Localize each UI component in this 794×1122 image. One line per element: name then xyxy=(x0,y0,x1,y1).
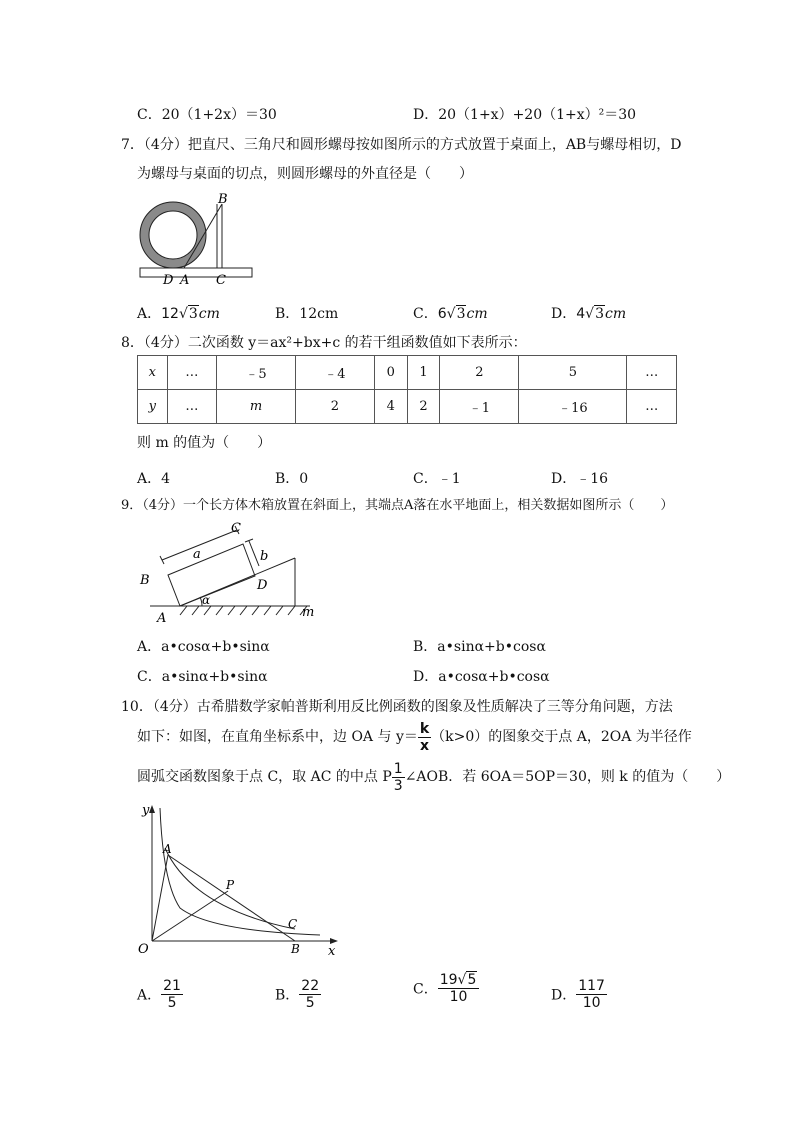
q9-figure xyxy=(135,518,335,628)
q9-label-alpha: α xyxy=(202,593,211,607)
q10-option-b: B． $\frac{22}{5}$ xyxy=(275,978,320,1011)
q8-option-c: C．﹣1 xyxy=(413,471,461,487)
q10-label-b: B xyxy=(291,942,300,956)
q9-stem: 9．（4分）一个长方体木箱放置在斜面上，其端点A落在水平地面上，相关数据如图所示（ ） xyxy=(121,498,674,513)
q7-option-d: D．4√3cm xyxy=(551,306,627,322)
q7-figure xyxy=(130,190,260,290)
q9-label-b: B xyxy=(140,573,150,588)
q10-figure xyxy=(130,803,350,958)
q10-stem-line2: 如下：如图，在直角坐标系中，边 OA 与 y＝ $\frac{k}{x}$ （k>0）的图象交于点 A，2OA 为半径作 xyxy=(137,720,692,754)
q10-label-x: x xyxy=(328,944,336,958)
q9-option-d: D．a•cosα+b•cosα xyxy=(413,669,550,685)
q6-option-c: C．20（1+2x）＝30 xyxy=(137,107,277,123)
q10-fraction-one-third: $\frac{1}{3}$ xyxy=(393,760,403,794)
q7-label-a: A xyxy=(180,273,190,288)
q9-label-b-length: b xyxy=(260,549,269,564)
q10-label-y: y xyxy=(142,803,150,818)
q9-label-a: A xyxy=(157,611,167,626)
q10-stem-line1: 10．（4分）古希腊数学家帕普斯利用反比例函数的图象及性质解决了三等分角问题，方法 xyxy=(121,699,673,715)
q8-option-a: A．4 xyxy=(137,471,171,487)
q10-option-d: D． $\frac{117}{10}$ xyxy=(551,978,605,1011)
q8-option-b: B．0 xyxy=(275,471,309,487)
q10-label-a: A xyxy=(163,842,172,856)
q10-option-a: A． $\frac{21}{5}$ xyxy=(137,978,181,1011)
q9-option-c: C．a•sinα+b•sinα xyxy=(137,669,268,685)
q7-option-c: C．6√3cm xyxy=(413,306,488,322)
q10-label-p: P xyxy=(226,878,235,892)
q8-value-table xyxy=(137,355,677,424)
q7-label-b: B xyxy=(218,192,228,207)
q8-stem: 8．（4分）二次函数 y＝ax²+bx+c 的若干组函数值如下表所示： xyxy=(121,335,527,351)
q7-stem-line1: 7．（4分）把直尺、三角尺和圆形螺母按如图所示的方式放置于桌面上，AB与螺母相切，D xyxy=(121,137,682,153)
q9-option-b: B．a•sinα+b•cosα xyxy=(413,639,546,655)
table-row: x … ﹣5 ﹣4 0 1 2 5 … xyxy=(138,356,677,390)
q9-label-a-length: a xyxy=(193,547,201,562)
q6-option-d: D．20（1+x）+20（1+x）²＝30 xyxy=(413,107,637,123)
table-row: y … m 2 4 2 ﹣1 ﹣16 … xyxy=(138,390,677,424)
q10-option-c: C． $\frac{19√5}{10}$ xyxy=(413,972,479,1005)
q10-label-o: O xyxy=(138,942,149,957)
q7-label-c: C xyxy=(216,273,226,288)
q9-label-d: D xyxy=(257,578,268,593)
q7-stem-line2: 为螺母与桌面的切点，则圆形螺母的外直径是（ ） xyxy=(137,166,473,182)
q9-label-m: m xyxy=(302,605,315,620)
q9-label-c: C xyxy=(231,521,241,536)
q7-option-a: A．12√3cm xyxy=(137,306,220,322)
q8-question: 则 m 的值为（ ） xyxy=(137,435,272,451)
q10-stem-line3: 圆弧交函数图象于点 C，取 AC 的中点 P $\frac{1}{3}$ ∠AOB．若 6OA＝5OP＝30，则 k 的值为（ ） xyxy=(137,760,731,794)
q7-option-b: B．12cm xyxy=(275,306,339,322)
q10-label-c: C xyxy=(288,917,298,931)
q10-fraction-k-over-x: $\frac{k}{x}$ xyxy=(419,720,430,754)
q9-option-a: A．a•cosα+b•sinα xyxy=(137,639,270,655)
q7-label-d: D xyxy=(163,273,174,288)
q8-option-d: D．﹣16 xyxy=(551,471,609,487)
